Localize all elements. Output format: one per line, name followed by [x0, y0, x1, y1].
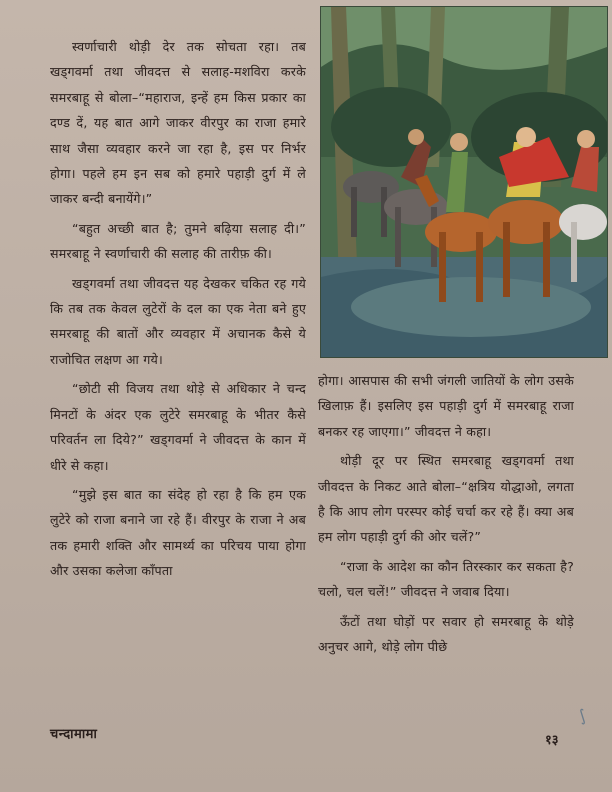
- paragraph-7: थोड़ी दूर पर स्थित समरबाहू खड्गवर्मा तथा जीवदत्त के निकट आते बोला–“क्षत्रिय योद्धाओ, लगता है कि आप लोग परस्पर कोई चर्चा कर रहे हैं। क्या अब हम लोग पहाड़ी दुर्ग की ओर चलें?”: [318, 453, 574, 545]
- paragraph-6: होगा। आसपास की सभी जंगली जातियों के लोग उसके खिलाफ़ हैं। इसलिए इस पहाड़ी दुर्ग में समरबाहू राजा बनकर रह जाएगा।” जीवदत्त ने कहा।: [318, 373, 574, 439]
- paragraph-4: “छोटी सी विजय तथा थोड़े से अधिकार ने चन्द मिनटों के अंदर एक लुटेरे समरबाहू के भीतर कैसे परिवर्तन ला दिये?” खड्गवर्मा ने जीवदत्त के कान में धीरे से कहा।: [50, 381, 306, 473]
- paragraph-8: “राजा के आदेश का कौन तिरस्कार कर सकता है? चलो, चल चलें!” जीवदत्त ने जवाब दिया।: [318, 558, 574, 600]
- page-number: १३: [545, 733, 559, 748]
- right-column: [318, 368, 574, 663]
- riders-in-forest-image: [321, 7, 607, 357]
- paragraph-9: ऊँटों तथा घोड़ों पर सवार हो समरबाहू के थोड़े अनुचर आगे, थोड़े लोग पीछे: [318, 613, 574, 655]
- story-illustration: [320, 6, 608, 358]
- magazine-name: चन्दामामा: [50, 727, 98, 742]
- paragraph-2: “बहुत अच्छी बात है; तुमने बढ़िया सलाह दी।” समरबाहू ने स्वर्णाचारी की सलाह की तारीफ़ की।: [50, 220, 306, 262]
- pen-mark-icon: ∫: [575, 705, 590, 726]
- paragraph-3: खड्गवर्मा तथा जीवदत्त यह देखकर चकित रह गये कि तब तक केवल लुटेरों के दल का एक नेता बने हुए समरबाहू की बातों और व्यवहार में अचानक कैसे ये राजोचित लक्षण आ गये।: [50, 275, 306, 367]
- paragraph-1: स्वर्णाचारी थोड़ी देर तक सोचता रहा। तब खड्गवर्मा तथा जीवदत्त से सलाह-मशविरा करके समरबाहू से बोला–“महाराज, इन्हें हम किस प्रकार का दण्ड दें, यह बात आगे जाकर वीरपुर का राजा हमारे साथ जैसा व्यवहार करने जा रहा है, इस पर निर्भर होगा। पहले हम इन सब को हमारे पहाड़ी दुर्ग में ले जाकर बन्दी बनायेंगे।”: [50, 39, 306, 207]
- paragraph-5: “मुझे इस बात का संदेह हो रहा है कि हम एक लुटेरे को राजा बनाने जा रहे हैं। वीरपुर के राजा ने अब तक हमारी शक्ति और सामर्थ्य का परिचय पाया होगा और उसका कलेजा काँपता: [50, 486, 306, 579]
- left-column: [50, 34, 306, 588]
